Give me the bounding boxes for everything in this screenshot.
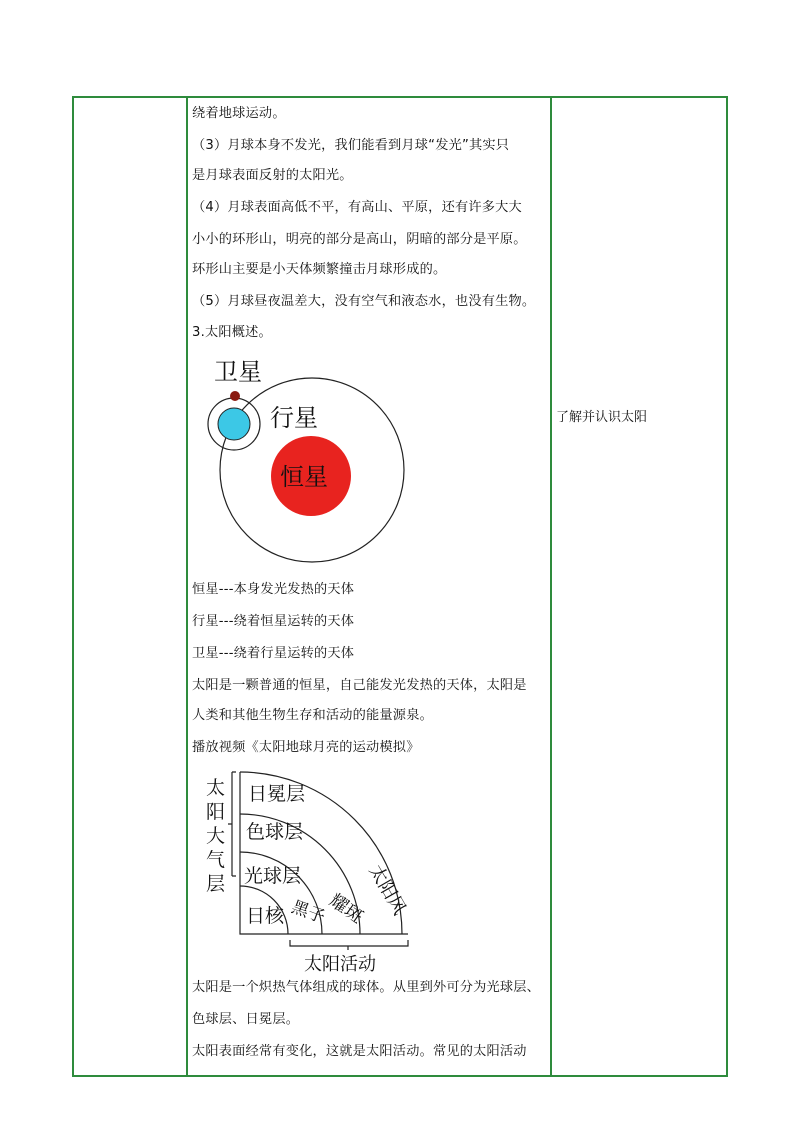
activity-bracket xyxy=(290,940,408,950)
text-line: 人类和其他生物生存和活动的能量源泉。 xyxy=(192,708,433,723)
text-line: 卫星---绕着行星运转的天体 xyxy=(192,646,355,661)
text-line: 恒星---本身发光发热的天体 xyxy=(192,582,355,597)
text-line: （5）月球昼夜温差大，没有空气和液态水，也没有生物。 xyxy=(192,294,536,309)
side-label-char: 大 xyxy=(206,825,226,847)
side-label-char: 阳 xyxy=(206,801,226,823)
orbit-diagram xyxy=(200,354,416,570)
text-line: 绕着地球运动。 xyxy=(192,106,286,121)
text-line: （4）月球表面高低不平，有高山、平原，还有许多大大 xyxy=(192,200,522,215)
side-label-char: 气 xyxy=(206,849,226,871)
satellite-label: 卫星 xyxy=(214,358,262,386)
photosphere-label: 光球层 xyxy=(244,865,302,887)
column-divider-left xyxy=(186,98,188,1075)
planet-circle xyxy=(218,408,250,440)
sun-structure-diagram xyxy=(198,764,420,974)
text-line: （3）月球本身不发光，我们能看到月球“发光”其实只 xyxy=(192,138,510,153)
text-line: 色球层、日冕层。 xyxy=(192,1012,300,1027)
planet-label: 行星 xyxy=(270,404,318,432)
solar-activity-label: 太阳活动 xyxy=(304,954,376,974)
core-label: 日核 xyxy=(246,905,285,927)
text-line: 太阳表面经常有变化，这就是太阳活动。常见的太阳活动 xyxy=(192,1044,527,1059)
text-line: 小小的环形山，明亮的部分是高山，阴暗的部分是平原。 xyxy=(192,232,527,247)
text-line: 太阳是一颗普通的恒星，自己能发光发热的天体，太阳是 xyxy=(192,678,527,693)
side-label-char: 太 xyxy=(206,777,226,799)
column-divider-right xyxy=(550,98,552,1075)
objective-note: 了解并认识太阳 xyxy=(556,410,648,425)
text-line: 是月球表面反射的太阳光。 xyxy=(192,168,353,183)
atmosphere-bracket xyxy=(228,772,236,876)
text-line: 播放视频《太阳地球月亮的运动模拟》 xyxy=(192,740,420,755)
corona-label: 日冕层 xyxy=(248,783,306,805)
text-line: 行星---绕着恒星运转的天体 xyxy=(192,614,355,629)
satellite-dot xyxy=(230,391,240,401)
side-label-char: 层 xyxy=(206,873,226,895)
flare-label: 耀斑 xyxy=(325,890,367,928)
section-heading: 3.太阳概述。 xyxy=(192,325,272,340)
solar-wind-label: 太阳风 xyxy=(364,861,410,919)
chromosphere-label: 色球层 xyxy=(246,821,304,843)
star-label: 恒星 xyxy=(280,463,328,491)
text-line: 太阳是一个炽热气体组成的球体。从里到外可分为光球层、 xyxy=(192,980,541,995)
text-line: 环形山主要是小天体频繁撞击月球形成的。 xyxy=(192,262,447,277)
sunspot-label: 黑子 xyxy=(288,897,328,928)
